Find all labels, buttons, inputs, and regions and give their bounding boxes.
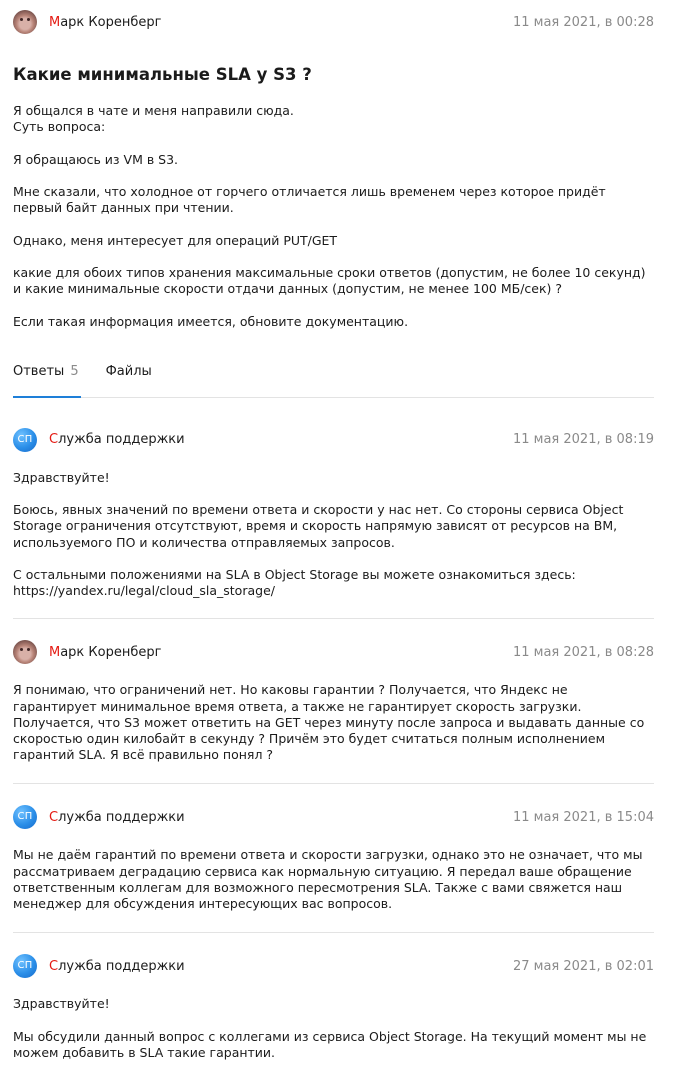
- paragraph: Боюсь, явных значений по времени ответа и скорости у нас нет. Со стороны сервиса Object Storage ограничения отсутствуют, время и скорость напрямую зависят от ресурсов на ВМ, используемого ПО и количества отправляемых запросов.: [13, 502, 624, 550]
- answer-author-row: [13, 805, 654, 829]
- answer-date: 27 мая 2021, в 02:01: [512, 958, 654, 974]
- paragraph: Я обращаюсь из VM в S3.: [13, 151, 179, 167]
- answer-body: [13, 682, 654, 763]
- answer-body: [13, 470, 654, 600]
- answer-author-row: [13, 954, 654, 978]
- paragraph: Мне сказали, что холодное от горчего отличается лишь временем через которое придёт первый байт данных при чтении.: [13, 183, 606, 216]
- answer-item: [13, 619, 654, 784]
- author-name: Марк Коренберг: [49, 644, 162, 660]
- question: [13, 0, 654, 330]
- tab-answers[interactable]: Ответы 5: [13, 357, 81, 398]
- avatar: [13, 10, 37, 34]
- author-name: Служба поддержки: [49, 809, 185, 825]
- paragraph: какие для обоих типов хранения максимальные сроки ответов (допустим, не более 10 секунд) и какие минимальные скорости отдачи данных (допустим, не менее 100 МБ/сек) ?: [13, 264, 646, 297]
- answer-author-row: [13, 428, 654, 452]
- paragraph: Здравствуйте!: [13, 469, 110, 485]
- answer-body: [13, 847, 654, 912]
- paragraph: Мы обсудили данный вопрос с коллегами из сервиса Object Storage. На текущий момент мы не можем добавить в SLA такие гарантии.: [13, 1028, 647, 1060]
- paragraph: Суть вопроса:: [13, 119, 106, 135]
- paragraph: С остальными положениями на SLA в Object Storage вы можете ознакомиться здесь:: [13, 566, 576, 582]
- tab-files[interactable]: Файлы: [105, 363, 152, 379]
- paragraph: Если такая информация имеется, обновите документацию.: [13, 313, 409, 329]
- answer-item: [13, 784, 654, 933]
- question-body: [13, 103, 654, 330]
- support-avatar: СП: [13, 954, 37, 978]
- question-date: 11 мая 2021, в 00:28: [512, 14, 654, 30]
- answer-date: 11 мая 2021, в 08:19: [512, 432, 654, 448]
- answer-date: 11 мая 2021, в 15:04: [512, 809, 654, 825]
- author-name: Марк Коренберг: [49, 14, 162, 30]
- answer-date: 11 мая 2021, в 08:28: [512, 644, 654, 660]
- answers-count: 5: [70, 363, 79, 379]
- paragraph: Здравствуйте!: [13, 996, 110, 1012]
- question-author-row: [13, 10, 654, 34]
- tabs: [13, 357, 654, 398]
- answer-author-row: [13, 640, 654, 664]
- question-title: Какие минимальные SLA у S3 ?: [13, 65, 312, 84]
- answer-body: [13, 996, 654, 1061]
- author-name: Служба поддержки: [49, 432, 185, 448]
- paragraph: Я понимаю, что ограничений нет. Но каковы гарантии ? Получается, что Яндекс не гарантирует минимальное время ответа, а также не гарантирует скорость загрузки. Получается, что S3 может ответить на GET через минуту после запроса и выдавать данные со скоростью один килобайт в секунду ? Причём это будет считаться полным исполнением гарантий SLA. Я всё правильно понял ?: [13, 682, 645, 763]
- paragraph: Мы не даём гарантий по времени ответа и скорости загрузки, однако это не означает, что мы рассматриваем деградацию сервиса как нормальную ситуацию. Я передал ваше обращение ответственным коллегам для возможного пересмотрения SLA. Также с вами свяжется наш менеджер для обсуждения интересующих вас вопросов.: [13, 847, 643, 911]
- author-name: Служба поддержки: [49, 958, 185, 974]
- support-avatar: СП: [13, 428, 37, 452]
- support-avatar: СП: [13, 805, 37, 829]
- paragraph: Я общался в чате и меня направили сюда.: [13, 103, 294, 118]
- paragraph: https://yandex.ru/legal/cloud_sla_storage/: [13, 583, 275, 599]
- paragraph: Однако, меня интересует для операций PUT/GET: [13, 232, 338, 248]
- answers-list: [13, 398, 654, 1071]
- answer-item: [13, 398, 654, 620]
- avatar: [13, 640, 37, 664]
- answer-item: [13, 933, 654, 1071]
